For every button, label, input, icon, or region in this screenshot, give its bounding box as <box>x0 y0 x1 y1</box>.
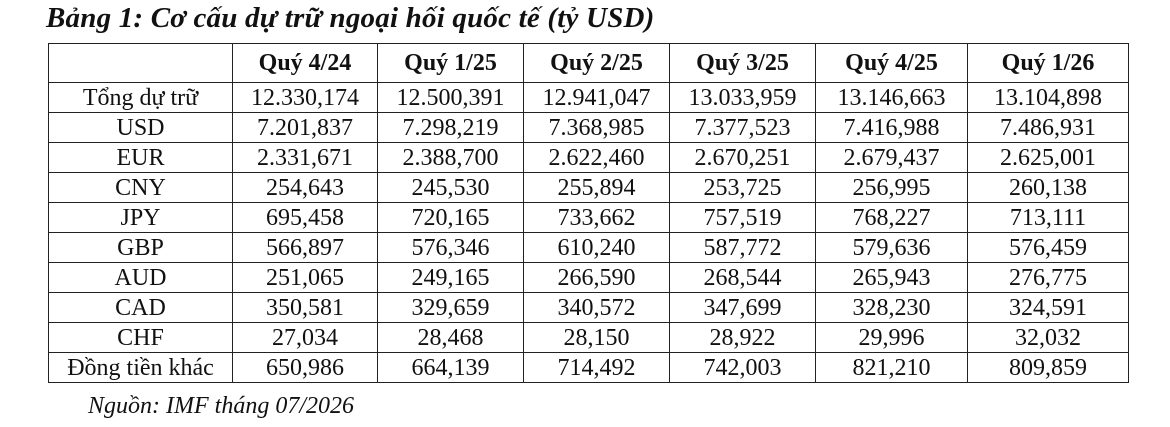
table-cell: 27,034 <box>233 323 378 353</box>
table-cell: 650,986 <box>233 353 378 383</box>
table-row <box>49 323 1129 353</box>
table-cell: 260,138 <box>968 173 1129 203</box>
table-cell: 576,459 <box>968 233 1129 263</box>
table-cell: 587,772 <box>670 233 816 263</box>
table-cell: 7.201,837 <box>233 113 378 143</box>
table-cell: 2.622,460 <box>524 143 670 173</box>
table-cell: 2.670,251 <box>670 143 816 173</box>
column-header: Quý 2/25 <box>524 44 670 83</box>
table-cell: 610,240 <box>524 233 670 263</box>
table-cell: 12.941,047 <box>524 83 670 113</box>
table-cell: 13.033,959 <box>670 83 816 113</box>
row-label: EUR <box>49 143 233 173</box>
table-cell: 29,996 <box>816 323 968 353</box>
table-cell: 251,065 <box>233 263 378 293</box>
table-cell: 347,699 <box>670 293 816 323</box>
table-cell: 256,995 <box>816 173 968 203</box>
table-cell: 7.298,219 <box>378 113 524 143</box>
table-cell: 245,530 <box>378 173 524 203</box>
column-header: Quý 3/25 <box>670 44 816 83</box>
table-cell: 266,590 <box>524 263 670 293</box>
column-header: Quý 1/26 <box>968 44 1129 83</box>
table-cell: 350,581 <box>233 293 378 323</box>
table-cell: 566,897 <box>233 233 378 263</box>
table-cell: 714,492 <box>524 353 670 383</box>
table-cell: 249,165 <box>378 263 524 293</box>
table-cell: 324,591 <box>968 293 1129 323</box>
table-cell: 2.331,671 <box>233 143 378 173</box>
table-cell: 328,230 <box>816 293 968 323</box>
table-row <box>49 113 1129 143</box>
column-header: Quý 4/24 <box>233 44 378 83</box>
table-cell: 809,859 <box>968 353 1129 383</box>
row-label: Đồng tiền khác <box>49 353 233 383</box>
table-row <box>49 353 1129 383</box>
table-row <box>49 83 1129 113</box>
table-row <box>49 143 1129 173</box>
table-cell: 12.500,391 <box>378 83 524 113</box>
table-cell: 13.104,898 <box>968 83 1129 113</box>
table-cell: 742,003 <box>670 353 816 383</box>
table-cell: 28,150 <box>524 323 670 353</box>
table-row <box>49 263 1129 293</box>
row-label: AUD <box>49 263 233 293</box>
table-cell: 733,662 <box>524 203 670 233</box>
row-label: CNY <box>49 173 233 203</box>
row-label: CHF <box>49 323 233 353</box>
table-cell: 720,165 <box>378 203 524 233</box>
row-label: USD <box>49 113 233 143</box>
table-cell: 12.330,174 <box>233 83 378 113</box>
row-label: JPY <box>49 203 233 233</box>
table-row <box>49 173 1129 203</box>
table-cell: 7.368,985 <box>524 113 670 143</box>
row-label: GBP <box>49 233 233 263</box>
table-cell: 664,139 <box>378 353 524 383</box>
table-cell: 13.146,663 <box>816 83 968 113</box>
header-corner-cell <box>49 44 233 83</box>
table-cell: 7.416,988 <box>816 113 968 143</box>
table-cell: 2.388,700 <box>378 143 524 173</box>
table-cell: 821,210 <box>816 353 968 383</box>
table-cell: 579,636 <box>816 233 968 263</box>
table-cell: 757,519 <box>670 203 816 233</box>
header-row <box>49 44 1129 83</box>
column-header: Quý 1/25 <box>378 44 524 83</box>
table-cell: 255,894 <box>524 173 670 203</box>
table-cell: 253,725 <box>670 173 816 203</box>
table-cell: 28,468 <box>378 323 524 353</box>
table-row <box>49 233 1129 263</box>
table-cell: 268,544 <box>670 263 816 293</box>
table-cell: 7.377,523 <box>670 113 816 143</box>
table-cell: 329,659 <box>378 293 524 323</box>
table-cell: 340,572 <box>524 293 670 323</box>
table-title: Bảng 1: Cơ cấu dự trữ ngoại hối quốc tế (tỷ USD) <box>46 2 655 34</box>
table-row <box>49 293 1129 323</box>
table-cell: 768,227 <box>816 203 968 233</box>
table-cell: 254,643 <box>233 173 378 203</box>
column-header: Quý 4/25 <box>816 44 968 83</box>
reserves-table <box>48 43 1129 383</box>
table-cell: 576,346 <box>378 233 524 263</box>
table-cell: 7.486,931 <box>968 113 1129 143</box>
table-cell: 2.679,437 <box>816 143 968 173</box>
source-note: Nguồn: IMF tháng 07/2026 <box>88 393 354 419</box>
table-cell: 32,032 <box>968 323 1129 353</box>
row-label: Tổng dự trữ <box>49 83 233 113</box>
table-cell: 28,922 <box>670 323 816 353</box>
table-row <box>49 203 1129 233</box>
table-cell: 265,943 <box>816 263 968 293</box>
table-cell: 713,111 <box>968 203 1129 233</box>
table-cell: 695,458 <box>233 203 378 233</box>
table-cell: 2.625,001 <box>968 143 1129 173</box>
row-label: CAD <box>49 293 233 323</box>
table-cell: 276,775 <box>968 263 1129 293</box>
